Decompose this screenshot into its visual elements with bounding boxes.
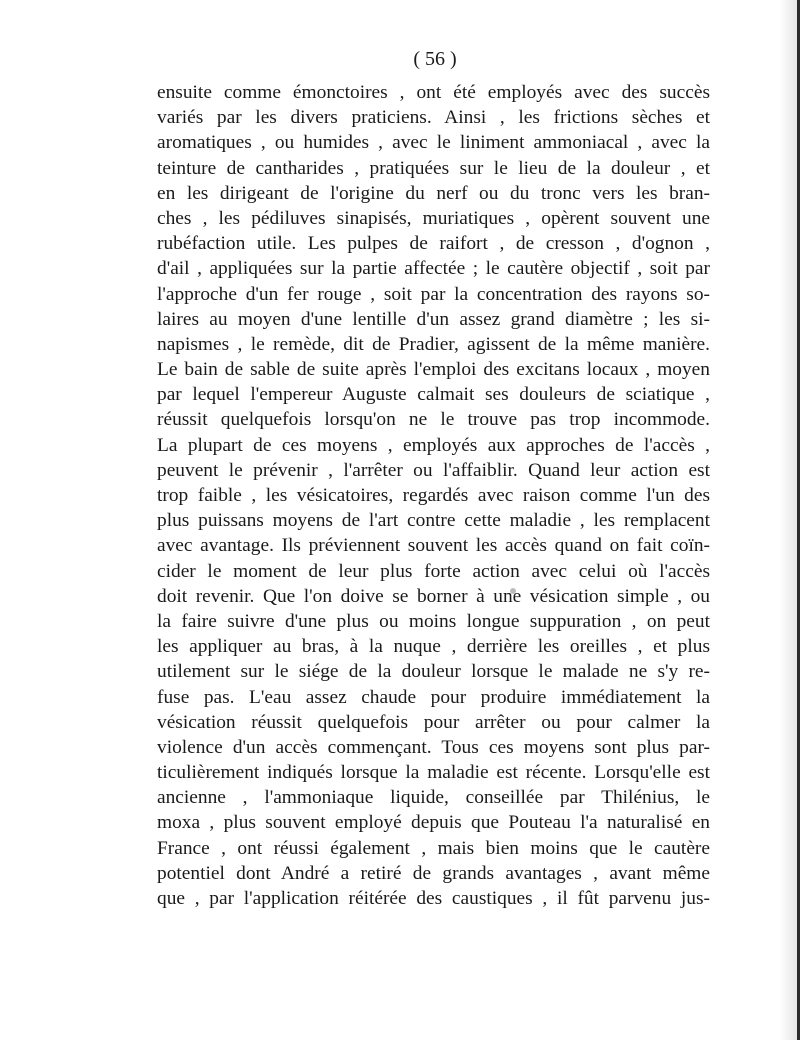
text-line: par lequel l'empereur Auguste calmait ses douleurs de sciatique ,	[157, 384, 710, 406]
text-line: peuvent le prévenir , l'arrêter ou l'affaiblir. Quand leur action est	[157, 459, 710, 481]
text-line: utilement sur le siége de la douleur lorsque le malade ne s'y re-	[157, 661, 710, 683]
text-line: fuse pas. L'eau assez chaude pour produire immédiatement la	[157, 686, 710, 708]
page-edge-shadow	[779, 0, 797, 1040]
text-line: la faire suivre d'une plus ou moins longue suppuration , on peut	[157, 610, 710, 632]
ink-spot	[510, 588, 516, 594]
text-line: violence d'un accès commençant. Tous ces moyens sont plus par-	[157, 736, 710, 758]
page-number: ( 56 )	[413, 48, 457, 70]
text-line: potentiel dont André a retiré de grands avantages , avant même	[157, 862, 710, 884]
text-line: ancienne , l'ammoniaque liquide, conseillée par Thilénius, le	[157, 787, 710, 809]
text-line: plus puissans moyens de l'art contre cette maladie , les remplacent	[157, 510, 710, 532]
text-line: napismes , le remède, dit de Pradier, agissent de la même manière.	[157, 333, 710, 355]
text-line: en les dirigeant de l'origine du nerf ou du tronc vers les bran-	[157, 182, 710, 204]
text-line: doit revenir. Que l'on doive se borner à une vésication simple , ou	[157, 585, 710, 607]
text-line: laires au moyen d'une lentille d'un assez grand diamètre ; les si-	[157, 308, 710, 330]
text-line: La plupart de ces moyens , employés aux approches de l'accès ,	[157, 434, 710, 456]
text-line: trop faible , les vésicatoires, regardés avec raison comme l'un des	[157, 485, 710, 506]
text-line: que , par l'application réitérée des caustiques , il fût parvenu jus-	[157, 888, 710, 909]
text-line: cider le moment de leur plus forte action avec celui où l'accès	[157, 560, 710, 582]
text-line: avec avantage. Ils préviennent souvent les accès quand on fait coïn-	[157, 535, 710, 557]
text-line: aromatiques , ou humides , avec le liniment ammoniacal , avec la	[157, 132, 710, 154]
text-line: l'approche d'un fer rouge , soit par la concentration des rayons so-	[157, 283, 710, 305]
text-line: ticulièrement indiqués lorsque la maladie est récente. Lorsqu'elle est	[157, 762, 710, 784]
body-text	[157, 80, 710, 911]
text-line: d'ail , appliquées sur la partie affectée ; le cautère objectif , soit par	[157, 258, 710, 280]
text-line: France , ont réussi également , mais bien moins que le cautère	[157, 837, 710, 859]
text-line: Le bain de sable de suite après l'emploi des excitans locaux , moyen	[157, 359, 710, 381]
text-line: ches , les pédiluves sinapisés, muriatiques , opèrent souvent une	[157, 207, 710, 229]
text-line: les appliquer au bras, à la nuque , derrière les oreilles , et plus	[157, 636, 710, 658]
text-line: ensuite comme émonctoires , ont été employés avec des succès	[157, 82, 710, 103]
text-line: vésication réussit quelquefois pour arrêter ou pour calmer la	[157, 711, 710, 733]
text-line: variés par les divers praticiens. Ainsi , les frictions sèches et	[157, 107, 710, 129]
text-line: réussit quelquefois lorsqu'on ne le trouve pas trop incommode.	[157, 409, 710, 431]
text-line: rubéfaction utile. Les pulpes de raifort , de cresson , d'ognon ,	[157, 233, 710, 255]
text-line: moxa , plus souvent employé depuis que Pouteau l'a naturalisé en	[157, 812, 710, 834]
text-line: teinture de cantharides , pratiquées sur le lieu de la douleur , et	[157, 157, 710, 179]
